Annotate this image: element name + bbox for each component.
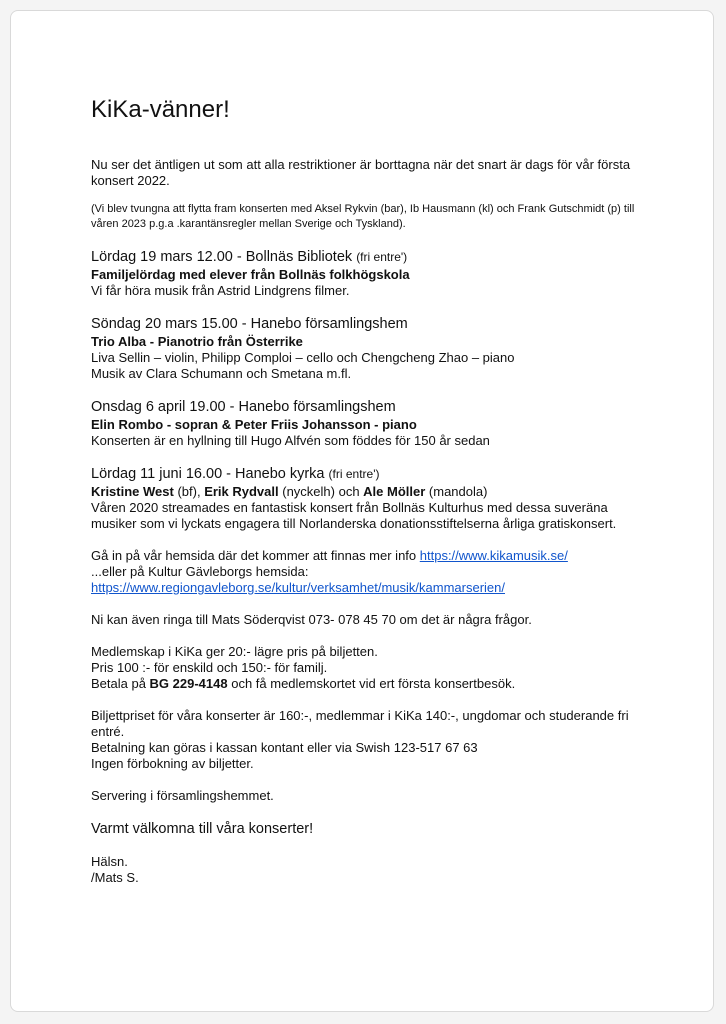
kultur-line: ...eller på Kultur Gävleborgs hemsida: (91, 564, 309, 579)
performer-role: (nyckelh) och (278, 484, 364, 499)
event-heading: Söndag 20 mars 15.00 - Hanebo församlingshem (91, 316, 408, 332)
event-4 (91, 465, 651, 532)
regiongavleborg-link[interactable]: https://www.regiongavleborg.se/kultur/verksamhet/musik/kammarserien/ (91, 580, 505, 595)
event-date-venue: Lördag 19 mars 12.00 - Bollnäs Bibliotek (91, 249, 353, 265)
event-entry-note: (fri entre') (356, 250, 408, 264)
letter-body (91, 95, 651, 886)
bankgiro-number: BG 229-4148 (149, 676, 228, 691)
kikamusik-link[interactable]: https://www.kikamusik.se/ (419, 548, 568, 563)
postponement-note: (Vi blev tvungna att flytta fram konserten med Aksel Rykvin (bar), Ib Hausmann (kl) och Frank Gutschmidt (p) till våren 2023 p.g.a .karantänsregler mellan Sverige och Tyskland). (91, 203, 635, 230)
intro-paragraph: Nu ser det äntligen ut som att alla restriktioner är borttagna när det snart är dags för vår första konsert 2022. (91, 157, 631, 188)
payment-prefix: Betala på (91, 676, 150, 691)
website-info (91, 548, 651, 596)
performer-name: Kristine West (91, 484, 174, 499)
event-description: Vi får höra musik från Astrid Lindgrens filmer. (91, 283, 350, 298)
website-text: Gå in på vår hemsida där det kommer att finnas mer info (91, 548, 420, 563)
signoff-name: /Mats S. (91, 870, 139, 885)
membership-payment (91, 676, 651, 692)
event-description: Musik av Clara Schumann och Smetana m.fl. (91, 366, 352, 381)
serving-info: Servering i församlingshemmet. (91, 788, 274, 803)
ticket-payment: Betalning kan göras i kassan kontant eller via Swish 123-517 67 63 (91, 740, 478, 755)
event-performers (91, 484, 651, 500)
ticket-info (91, 708, 651, 772)
performer-name: Ale Möller (363, 484, 426, 499)
event-description: Våren 2020 streamades en fantastisk konsert från Bollnäs Kulturhus med dessa suveräna musiker som vi lyckats engagera till Norlanderska donationsstiftelserna årliga gratiskonsert. (91, 500, 617, 531)
performer-role: (mandola) (425, 484, 488, 499)
kultur-link-line (91, 580, 651, 596)
membership-line: Medlemskap i KiKa ger 20:- lägre pris på biljetten. (91, 644, 378, 659)
event-subtitle: Elin Rombo - sopran & Peter Friis Johansson - piano (91, 417, 417, 432)
event-heading (91, 248, 651, 267)
event-subtitle: Familjelördag med elever från Bollnäs folkhögskola (91, 267, 410, 282)
event-heading (91, 465, 651, 484)
welcome-line: Varmt välkomna till våra konserter! (91, 821, 314, 837)
event-performers: Liva Sellin – violin, Philipp Comploi – cello och Chengcheng Zhao – piano (91, 350, 515, 365)
event-2 (91, 315, 651, 382)
document-page (10, 10, 714, 1012)
ticket-no-booking: Ingen förbokning av biljetter. (91, 756, 254, 771)
event-heading: Onsdag 6 april 19.00 - Hanebo församlingshem (91, 399, 396, 415)
event-entry-note: (fri entre') (328, 467, 380, 481)
membership-price: Pris 100 :- för enskild och 150:- för familj. (91, 660, 328, 675)
event-description: Konserten är en hyllning till Hugo Alfvén som föddes för 150 år sedan (91, 433, 490, 448)
payment-suffix: och få medlemskortet vid ert första konsertbesök. (227, 676, 516, 691)
event-1 (91, 248, 651, 299)
performer-role: (bf), (173, 484, 205, 499)
performer-name: Erik Rydvall (204, 484, 279, 499)
signature (91, 854, 651, 886)
event-3 (91, 398, 651, 449)
website-line (91, 548, 651, 564)
page-title: KiKa-vänner! (91, 96, 230, 123)
event-subtitle: Trio Alba - Pianotrio från Österrike (91, 334, 303, 349)
signoff-greeting: Hälsn. (91, 854, 128, 869)
ticket-price: Biljettpriset för våra konserter är 160:-, medlemmar i KiKa 140:-, ungdomar och studerande fri entré. (91, 708, 629, 739)
event-date-venue: Lördag 11 juni 16.00 - Hanebo kyrka (91, 466, 325, 482)
phone-info: Ni kan även ringa till Mats Söderqvist 073- 078 45 70 om det är några frågor. (91, 612, 532, 627)
membership-info (91, 644, 651, 692)
